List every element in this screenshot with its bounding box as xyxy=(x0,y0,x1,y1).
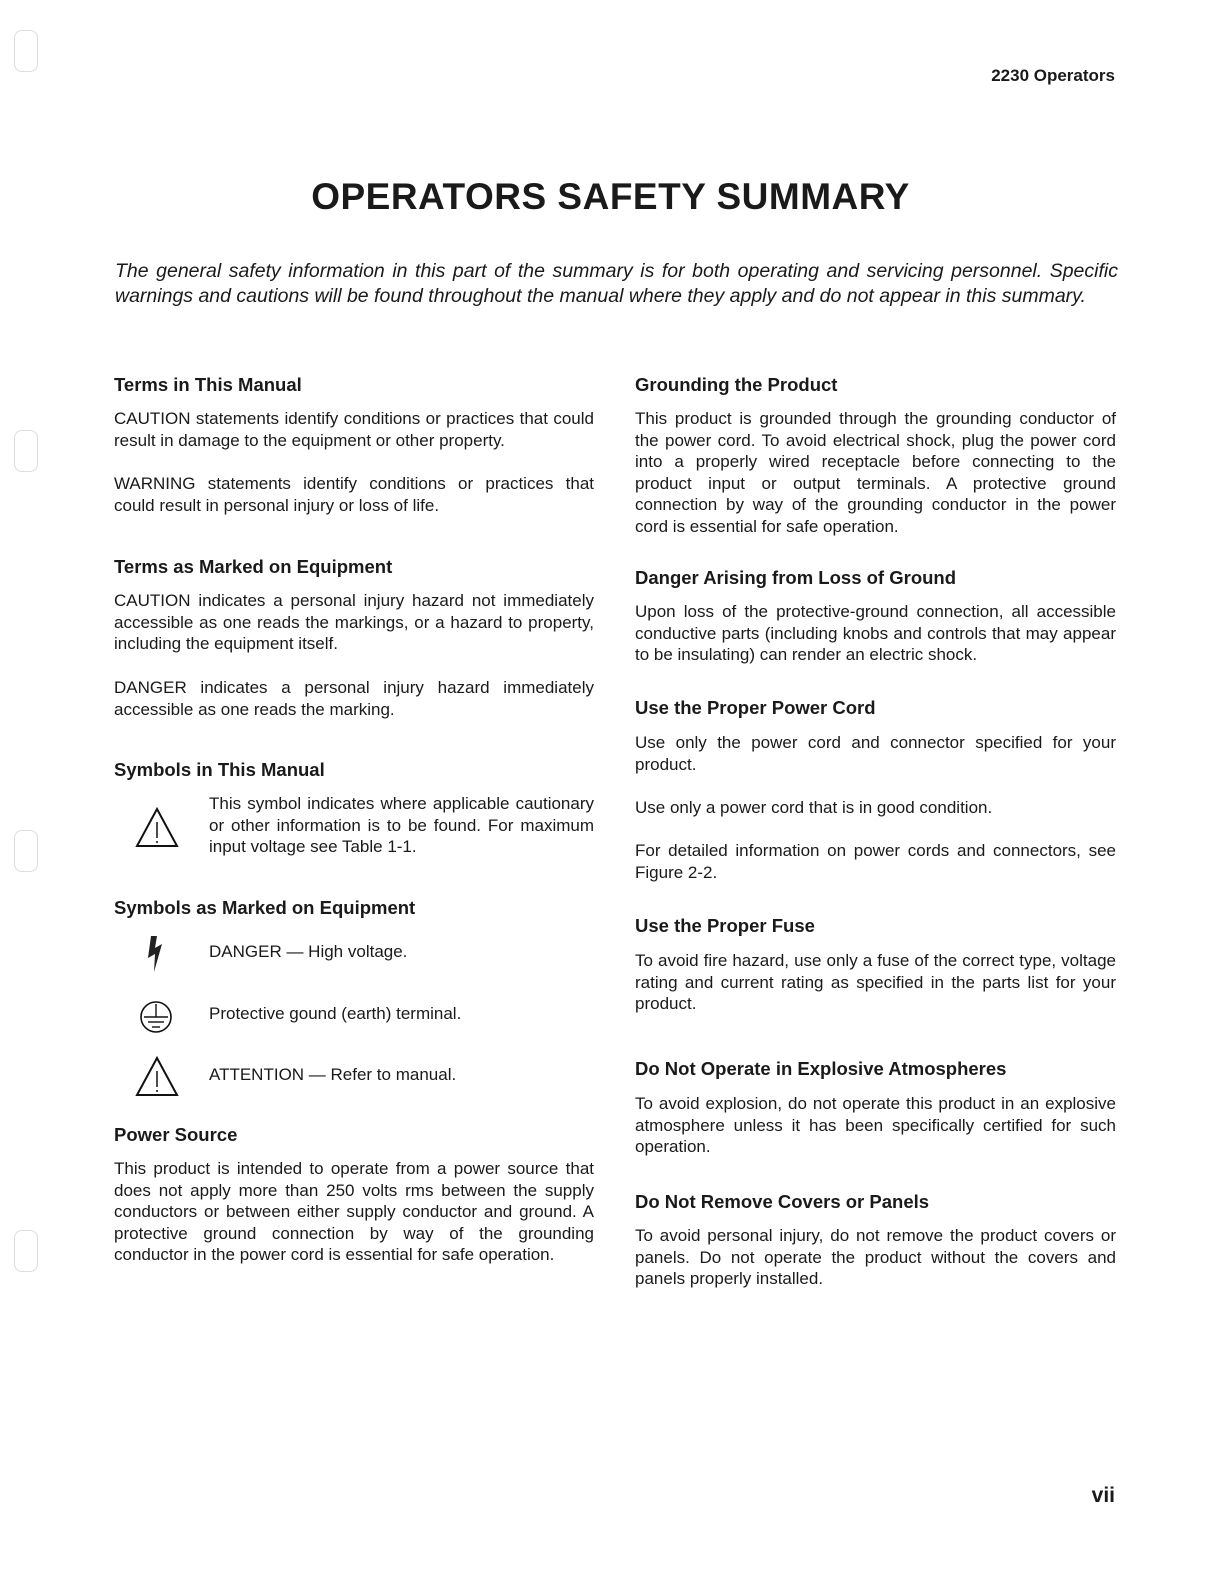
paragraph: CAUTION indicates a personal injury hazard not immediately accessible as one reads the markings, or a hazard to property, including the equipment itself. xyxy=(114,591,594,654)
high-voltage-icon xyxy=(145,934,167,974)
binder-hole xyxy=(14,830,38,872)
section-heading: Do Not Operate in Explosive Atmospheres xyxy=(635,1058,1007,1079)
section-heading: Grounding the Product xyxy=(635,374,838,395)
paragraph: To avoid fire hazard, use only a fuse of the correct type, voltage rating and current rating as specified in the parts list for your product. xyxy=(635,951,1116,1014)
page-title: OPERATORS SAFETY SUMMARY xyxy=(311,176,910,217)
warning-triangle-icon xyxy=(135,806,179,850)
section-heading: Do Not Remove Covers or Panels xyxy=(635,1191,930,1212)
section-heading: Danger Arising from Loss of Ground xyxy=(635,567,957,588)
paragraph: This product is intended to operate from a power source that does not apply more than 250 volts rms between the supply conductors or between either supply conductor and ground. A protective ground connection by way of the grounding conductor in the power cord is essential for safe operation. xyxy=(114,1159,594,1265)
paragraph: CAUTION statements identify conditions or practices that could result in damage to the equipment or other property. xyxy=(114,409,594,450)
paragraph: Upon loss of the protective-ground connection, all accessible conductive parts (including knobs and controls that may appear to be insulating) can render an electric shock. xyxy=(635,602,1116,665)
paragraph: To avoid explosion, do not operate this product in an explosive atmosphere unless it has been specifically certified for such operation. xyxy=(635,1094,1116,1157)
paragraph: To avoid personal injury, do not remove the product covers or panels. Do not operate the product without the covers and panels properly installed. xyxy=(635,1226,1116,1289)
section-heading: Symbols in This Manual xyxy=(114,759,325,780)
running-header: 2230 Operators xyxy=(991,66,1115,85)
protective-ground-icon xyxy=(138,1000,174,1034)
paragraph: DANGER indicates a personal injury hazard immediately accessible as one reads the marking. xyxy=(114,678,594,719)
binder-hole xyxy=(14,430,38,472)
warning-triangle-icon xyxy=(135,1055,179,1099)
page-number: vii xyxy=(1091,1484,1115,1507)
section-heading: Use the Proper Fuse xyxy=(635,915,815,936)
paragraph: For detailed information on power cords and connectors, see Figure 2-2. xyxy=(635,841,1116,882)
section-heading: Terms in This Manual xyxy=(114,374,302,395)
binder-hole xyxy=(14,30,38,72)
paragraph: Use only a power cord that is in good condition. xyxy=(635,798,993,817)
symbol-description: ATTENTION — Refer to manual. xyxy=(209,1065,457,1084)
symbol-description: DANGER — High voltage. xyxy=(209,942,408,961)
section-heading: Symbols as Marked on Equipment xyxy=(114,897,416,918)
section-heading: Use the Proper Power Cord xyxy=(635,697,876,718)
section-heading: Terms as Marked on Equipment xyxy=(114,556,393,577)
paragraph: WARNING statements identify conditions or practices that could result in personal injury or loss of life. xyxy=(114,474,594,515)
paragraph: Use only the power cord and connector specified for your product. xyxy=(635,733,1116,774)
paragraph: This product is grounded through the grounding conductor of the power cord. To avoid electrical shock, plug the power cord into a properly wired receptacle before connecting to the product input or output terminals. A protective ground connection by way of the grounding conductor in the power cord is essential for safe operation. xyxy=(635,409,1116,536)
binder-hole xyxy=(14,1230,38,1272)
intro-paragraph: The general safety information in this part of the summary is for both operating and servicing personnel. Specific warnings and cautions will be found throughout the manual where they apply and do not appear in this summary. xyxy=(115,260,1118,307)
symbol-description: Protective gound (earth) terminal. xyxy=(209,1004,462,1023)
symbol-description: This symbol indicates where applicable cautionary or other information is to be found. For maximum input voltage see Table 1-1. xyxy=(209,794,594,857)
section-heading: Power Source xyxy=(114,1124,238,1145)
